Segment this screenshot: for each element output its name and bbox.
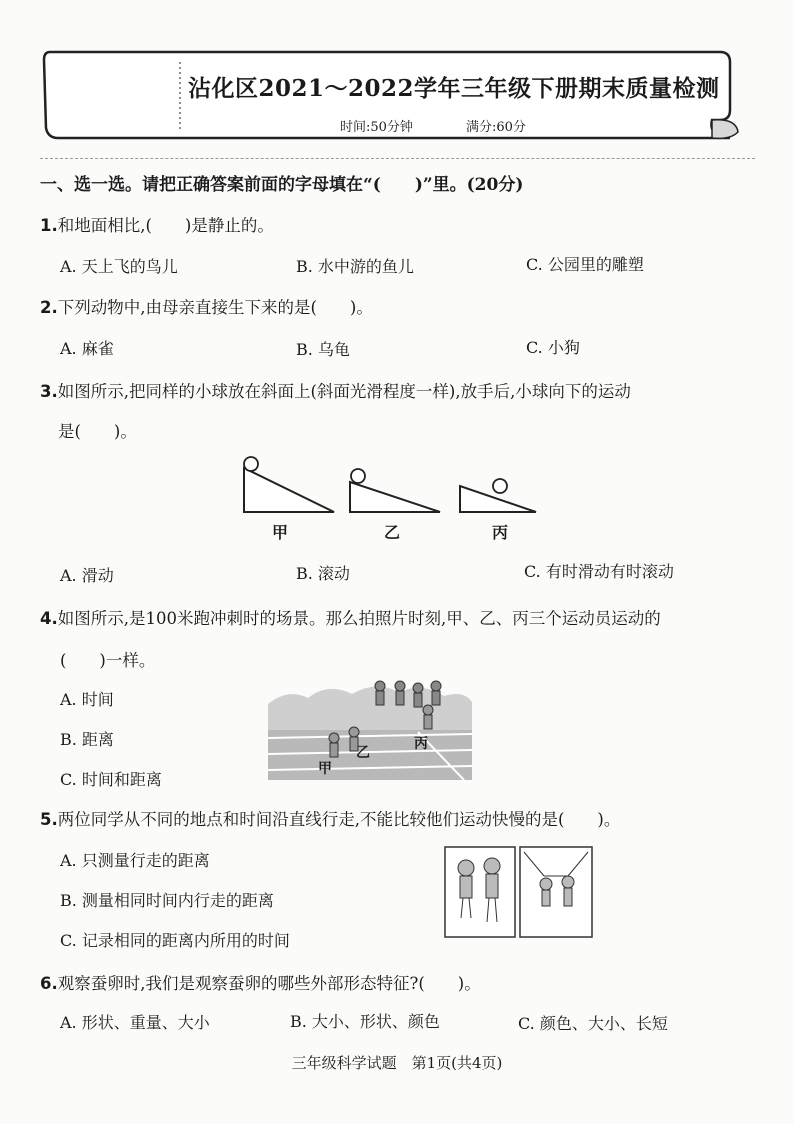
question-2 <box>40 294 373 318</box>
question-text: 观察蚕卵时,我们是观察蚕卵的哪些外部形态特征?( )。 <box>57 974 481 993</box>
question-3-cont: 是( )。 <box>58 422 137 441</box>
question-text: 和地面相比,( )是静止的。 <box>57 216 274 235</box>
ball-bing <box>493 479 507 493</box>
option-5b: B. 测量相同时间内行走的距离 <box>60 891 274 910</box>
option-3a: A. 滑动 <box>60 566 114 585</box>
label-jia: 甲 <box>272 523 289 542</box>
slope-jia <box>244 457 334 512</box>
walking-illustration <box>444 846 594 938</box>
label-bing: 丙 <box>492 523 509 542</box>
option-4a: A. 时间 <box>60 690 114 709</box>
option-2b: B. 乌龟 <box>296 340 350 359</box>
option-1b: B. 水中游的鱼儿 <box>296 257 414 276</box>
option-1c: C. 公园里的雕塑 <box>526 255 644 274</box>
question-number: 4. <box>40 609 58 628</box>
race-label-jia: 甲 <box>318 761 332 777</box>
question-text: 两位同学从不同的地点和时间沿直线行走,不能比较他们运动快慢的是( )。 <box>57 810 621 829</box>
question-4 <box>40 605 661 629</box>
option-2a: A. 麻雀 <box>60 339 114 358</box>
question-number: 5. <box>40 810 58 829</box>
ball-yi <box>351 469 365 483</box>
question-number: 3. <box>40 382 58 401</box>
ball-jia <box>244 457 258 471</box>
option-5a: A. 只测量行走的距离 <box>60 851 210 870</box>
question-6 <box>40 970 481 994</box>
exam-title: 沾化区2021～2022学年三年级下册期末质量检测 <box>188 75 720 102</box>
question-text: 下列动物中,由母亲直接生下来的是( )。 <box>57 298 373 317</box>
question-text: 如图所示,把同样的小球放在斜面上(斜面光滑程度一样),放手后,小球向下的运动 <box>57 382 631 401</box>
question-number: 1. <box>40 216 58 235</box>
race-label-bing: 丙 <box>414 736 428 752</box>
race-label-yi: 乙 <box>356 745 370 761</box>
exam-time: 时间:50分钟 <box>340 120 413 135</box>
runner-jia <box>329 733 339 757</box>
page-footer: 三年级科学试题 第1页(共4页) <box>291 1054 503 1072</box>
slope-diagram <box>236 452 546 522</box>
option-1a: A. 天上飞的鸟儿 <box>60 257 178 276</box>
question-3 <box>40 378 631 402</box>
option-4c: C. 时间和距离 <box>60 770 162 789</box>
option-6c: C. 颜色、大小、长短 <box>518 1014 668 1033</box>
exam-score: 满分:60分 <box>466 120 526 135</box>
option-3c: C. 有时滑动有时滚动 <box>524 562 674 581</box>
option-3b: B. 滚动 <box>296 564 350 583</box>
race-illustration <box>268 676 472 780</box>
question-5 <box>40 806 620 830</box>
question-number: 2. <box>40 298 58 317</box>
label-yi: 乙 <box>384 523 401 542</box>
option-6a: A. 形状、重量、大小 <box>60 1013 210 1032</box>
option-4b: B. 距离 <box>60 730 114 749</box>
question-text: 如图所示,是100米跑冲刺时的场景。那么拍照片时刻,甲、乙、丙三个运动员运动的 <box>57 609 661 628</box>
section-heading: 一、选一选。请把正确答案前面的字母填在“( )”里。(20分) <box>40 175 524 195</box>
question-4-cont: ( )一样。 <box>60 651 156 670</box>
option-5c: C. 记录相同的距离内所用的时间 <box>60 931 290 950</box>
slope-yi <box>350 469 440 512</box>
option-2c: C. 小狗 <box>526 338 580 357</box>
slope-bing <box>460 479 536 512</box>
divider <box>40 158 755 159</box>
question-number: 6. <box>40 974 58 993</box>
runner-bing <box>423 705 433 729</box>
panel-left <box>445 847 515 937</box>
option-6b: B. 大小、形状、颜色 <box>290 1012 440 1031</box>
question-1 <box>40 212 274 236</box>
